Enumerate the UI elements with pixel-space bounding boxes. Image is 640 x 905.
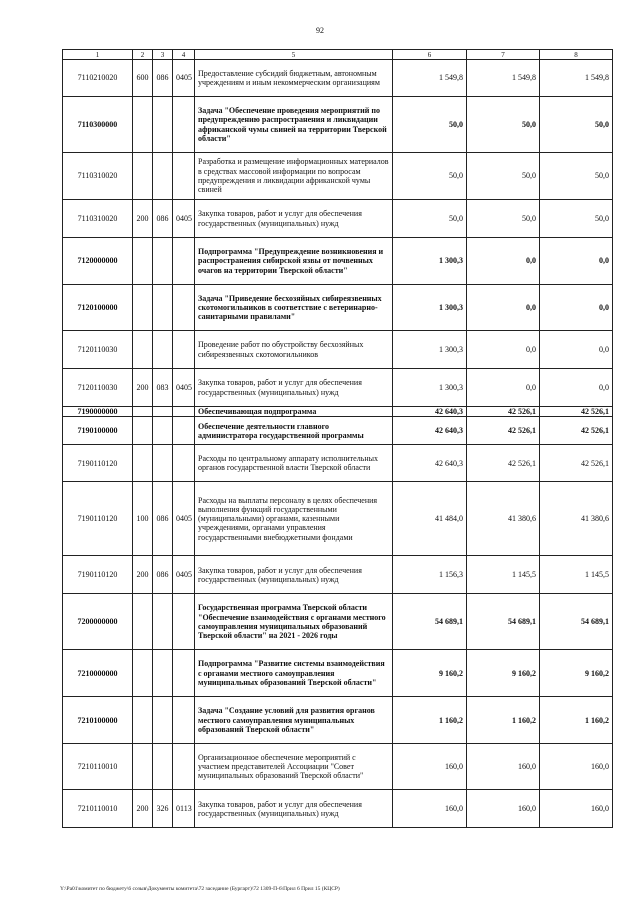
table-row — [63, 407, 613, 417]
amount-2025: 42 526,1 — [467, 445, 540, 482]
amount-2025: 1 145,5 — [467, 556, 540, 594]
table-row — [63, 200, 613, 238]
column-number: 7 — [467, 50, 540, 60]
amount-2025: 42 526,1 — [467, 407, 540, 417]
section-code: 0405 — [173, 60, 195, 97]
department-code: 086 — [153, 60, 173, 97]
budget-code: 7110300000 — [63, 97, 133, 153]
expense-type-code — [133, 744, 153, 790]
department-code: 083 — [153, 369, 173, 407]
section-code: 0113 — [173, 790, 195, 828]
amount-2024: 9 160,2 — [393, 650, 467, 697]
expense-type-code: 600 — [133, 60, 153, 97]
column-number: 5 — [195, 50, 393, 60]
department-code — [153, 417, 173, 445]
budget-code: 7120100000 — [63, 285, 133, 331]
amount-2026: 0,0 — [540, 285, 613, 331]
table-row — [63, 445, 613, 482]
page-number: 92 — [316, 26, 324, 35]
section-code: 0405 — [173, 200, 195, 238]
budget-code: 7190000000 — [63, 407, 133, 417]
budget-code: 7190110120 — [63, 482, 133, 556]
section-code — [173, 650, 195, 697]
department-code — [153, 153, 173, 200]
expense-type-code — [133, 697, 153, 744]
budget-code: 7190110120 — [63, 556, 133, 594]
department-code: 086 — [153, 200, 173, 238]
amount-2025: 54 689,1 — [467, 594, 540, 650]
amount-2026: 9 160,2 — [540, 650, 613, 697]
column-number: 4 — [173, 50, 195, 60]
table-row — [63, 556, 613, 594]
table-row — [63, 697, 613, 744]
expense-type-code: 100 — [133, 482, 153, 556]
amount-2025: 41 380,6 — [467, 482, 540, 556]
item-name: Задача "Создание условий для развития органов местного самоуправления муниципальных образований Тверской области" — [195, 697, 393, 744]
item-name: Государственная программа Тверской области "Обеспечение взаимодействия с органами местного самоуправления муниципальных образований Тверской области" на 2021 - 2026 годы — [195, 594, 393, 650]
expense-type-code — [133, 594, 153, 650]
item-name: Расходы на выплаты персоналу в целях обеспечения выполнения функций государственными (муниципальными) органами, казенными учреждениями, органами управления государственными внебюджетными фондами — [195, 482, 393, 556]
section-code: 0405 — [173, 369, 195, 407]
amount-2024: 1 549,8 — [393, 60, 467, 97]
item-name: Закупка товаров, работ и услуг для обеспечения государственных (муниципальных) нужд — [195, 200, 393, 238]
budget-code: 7200000000 — [63, 594, 133, 650]
amount-2026: 54 689,1 — [540, 594, 613, 650]
budget-code: 7110210020 — [63, 60, 133, 97]
amount-2024: 1 160,2 — [393, 697, 467, 744]
table-row — [63, 790, 613, 828]
table-row — [63, 417, 613, 445]
table-row — [63, 60, 613, 97]
column-number: 3 — [153, 50, 173, 60]
item-name: Расходы по центральному аппарату исполнительных органов государственной власти Тверской области — [195, 445, 393, 482]
amount-2025: 160,0 — [467, 790, 540, 828]
department-code — [153, 697, 173, 744]
amount-2025: 1 160,2 — [467, 697, 540, 744]
item-name: Обеспечивающая подпрограмма — [195, 407, 393, 417]
department-code — [153, 285, 173, 331]
expense-type-code — [133, 445, 153, 482]
section-code: 0405 — [173, 556, 195, 594]
table-body — [63, 50, 613, 828]
amount-2026: 42 526,1 — [540, 407, 613, 417]
amount-2024: 1 300,3 — [393, 331, 467, 369]
amount-2024: 160,0 — [393, 790, 467, 828]
amount-2026: 42 526,1 — [540, 417, 613, 445]
table-row — [63, 238, 613, 285]
section-code — [173, 331, 195, 369]
column-number: 1 — [63, 50, 133, 60]
amount-2026: 50,0 — [540, 97, 613, 153]
department-code — [153, 650, 173, 697]
amount-2025: 0,0 — [467, 238, 540, 285]
amount-2024: 42 640,3 — [393, 417, 467, 445]
department-code — [153, 97, 173, 153]
amount-2024: 1 300,3 — [393, 369, 467, 407]
section-code — [173, 417, 195, 445]
section-code — [173, 744, 195, 790]
budget-code: 7110310020 — [63, 153, 133, 200]
amount-2026: 50,0 — [540, 200, 613, 238]
expense-type-code — [133, 238, 153, 285]
section-code — [173, 238, 195, 285]
item-name: Разработка и размещение информационных материалов в средствах массовой информации по вопросам предупреждения и ликвидации африканской чумы свиней — [195, 153, 393, 200]
item-name: Закупка товаров, работ и услуг для обеспечения государственных (муниципальных) нужд — [195, 790, 393, 828]
expense-type-code — [133, 331, 153, 369]
amount-2024: 50,0 — [393, 97, 467, 153]
budget-code: 7210100000 — [63, 697, 133, 744]
item-name: Подпрограмма "Предупреждение возникновения и распространения сибирской язвы от почвенных очагов на территории Тверской области" — [195, 238, 393, 285]
budget-code: 7210000000 — [63, 650, 133, 697]
amount-2026: 41 380,6 — [540, 482, 613, 556]
expense-type-code: 200 — [133, 790, 153, 828]
item-name: Проведение работ по обустройству бесхозяйных сибиреязвенных скотомогильников — [195, 331, 393, 369]
amount-2024: 54 689,1 — [393, 594, 467, 650]
amount-2024: 42 640,3 — [393, 445, 467, 482]
expense-type-code: 200 — [133, 200, 153, 238]
amount-2025: 50,0 — [467, 153, 540, 200]
budget-code: 7210110010 — [63, 790, 133, 828]
file-path-footer: Y:\Pa01\комитет по бюджету\6 созыв\Документы комитета\72 заседание (Бургарт)\72 1309-П-6\Прил 6 Прил 15 (КЦСР) — [60, 886, 340, 892]
amount-2024: 160,0 — [393, 744, 467, 790]
expense-type-code — [133, 650, 153, 697]
amount-2024: 1 300,3 — [393, 285, 467, 331]
amount-2026: 160,0 — [540, 790, 613, 828]
expense-type-code — [133, 407, 153, 417]
amount-2025: 50,0 — [467, 200, 540, 238]
budget-code: 7120000000 — [63, 238, 133, 285]
item-name: Закупка товаров, работ и услуг для обеспечения государственных (муниципальных) нужд — [195, 369, 393, 407]
expense-type-code — [133, 153, 153, 200]
budget-table — [62, 49, 613, 828]
item-name: Подпрограмма "Развитие системы взаимодействия с органами местного самоуправления муниципальных образований Тверской области" — [195, 650, 393, 697]
section-code: 0405 — [173, 482, 195, 556]
table-row — [63, 650, 613, 697]
budget-code: 7190100000 — [63, 417, 133, 445]
section-code — [173, 407, 195, 417]
expense-type-code — [133, 285, 153, 331]
amount-2024: 50,0 — [393, 200, 467, 238]
amount-2026: 1 160,2 — [540, 697, 613, 744]
table-row — [63, 97, 613, 153]
amount-2026: 0,0 — [540, 369, 613, 407]
table-row — [63, 482, 613, 556]
table-row — [63, 369, 613, 407]
budget-code: 7120110030 — [63, 331, 133, 369]
table-row — [63, 331, 613, 369]
section-code — [173, 153, 195, 200]
amount-2026: 160,0 — [540, 744, 613, 790]
table-row — [63, 153, 613, 200]
expense-type-code — [133, 417, 153, 445]
amount-2026: 0,0 — [540, 238, 613, 285]
item-name: Задача "Обеспечение проведения мероприятий по предупреждению распространения и ликвидации африканской чумы свиней на территории Тверской области" — [195, 97, 393, 153]
amount-2024: 50,0 — [393, 153, 467, 200]
budget-code: 7120110030 — [63, 369, 133, 407]
department-code — [153, 744, 173, 790]
table-row — [63, 285, 613, 331]
expense-type-code: 200 — [133, 556, 153, 594]
department-code — [153, 445, 173, 482]
department-code — [153, 238, 173, 285]
amount-2025: 1 549,8 — [467, 60, 540, 97]
department-code — [153, 331, 173, 369]
item-name: Обеспечение деятельности главного администратора государственной программы — [195, 417, 393, 445]
amount-2025: 0,0 — [467, 331, 540, 369]
amount-2025: 0,0 — [467, 369, 540, 407]
department-code: 086 — [153, 556, 173, 594]
section-code — [173, 285, 195, 331]
item-name: Организационное обеспечение мероприятий с участием представителей Ассоциации "Совет муниципальных образований Тверской области" — [195, 744, 393, 790]
budget-code: 7190110120 — [63, 445, 133, 482]
expense-type-code: 200 — [133, 369, 153, 407]
amount-2026: 0,0 — [540, 331, 613, 369]
item-name: Предоставление субсидий бюджетным, автономным учреждениям и иным некоммерческим организациям — [195, 60, 393, 97]
section-code — [173, 697, 195, 744]
amount-2026: 42 526,1 — [540, 445, 613, 482]
column-number-row — [63, 50, 613, 60]
section-code — [173, 97, 195, 153]
amount-2024: 42 640,3 — [393, 407, 467, 417]
amount-2025: 50,0 — [467, 97, 540, 153]
budget-code: 7210110010 — [63, 744, 133, 790]
amount-2026: 1 549,8 — [540, 60, 613, 97]
amount-2025: 160,0 — [467, 744, 540, 790]
section-code — [173, 594, 195, 650]
department-code — [153, 594, 173, 650]
amount-2025: 9 160,2 — [467, 650, 540, 697]
item-name: Задача "Приведение бесхозяйных сибиреязвенных скотомогильников в соответствие с ветеринарно-санитарными правилами" — [195, 285, 393, 331]
column-number: 8 — [540, 50, 613, 60]
table-row — [63, 594, 613, 650]
section-code — [173, 445, 195, 482]
amount-2026: 50,0 — [540, 153, 613, 200]
column-number: 6 — [393, 50, 467, 60]
budget-code: 7110310020 — [63, 200, 133, 238]
expense-type-code — [133, 97, 153, 153]
table-row — [63, 744, 613, 790]
amount-2024: 41 484,0 — [393, 482, 467, 556]
department-code — [153, 407, 173, 417]
amount-2026: 1 145,5 — [540, 556, 613, 594]
amount-2025: 0,0 — [467, 285, 540, 331]
department-code: 326 — [153, 790, 173, 828]
column-number: 2 — [133, 50, 153, 60]
amount-2024: 1 156,3 — [393, 556, 467, 594]
amount-2025: 42 526,1 — [467, 417, 540, 445]
amount-2024: 1 300,3 — [393, 238, 467, 285]
department-code: 086 — [153, 482, 173, 556]
item-name: Закупка товаров, работ и услуг для обеспечения государственных (муниципальных) нужд — [195, 556, 393, 594]
